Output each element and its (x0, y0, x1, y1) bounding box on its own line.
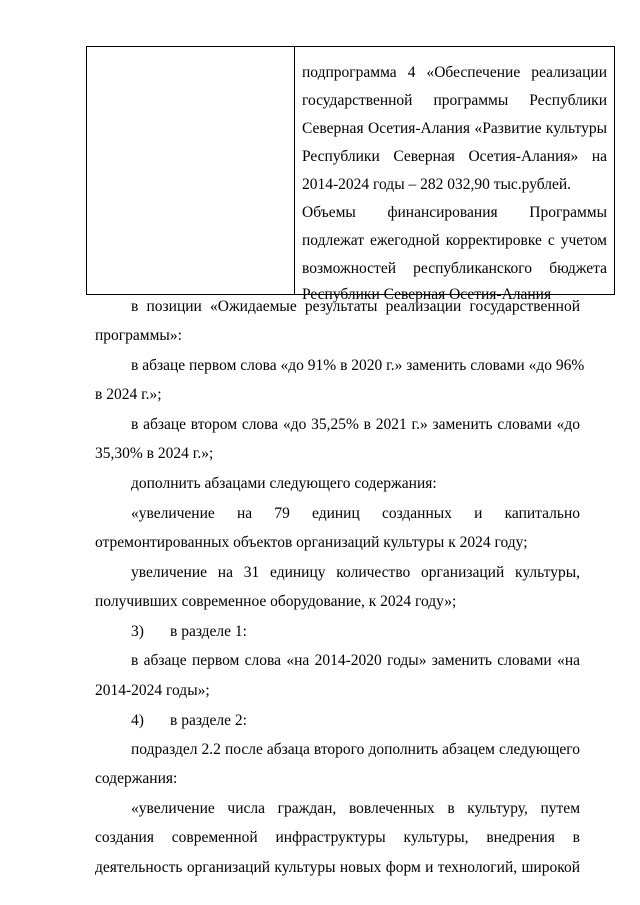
paragraph-line: получивших современное оборудование, к 2024 году»; (95, 593, 457, 610)
table-line: подпрограмма 4 «Обеспечение реализации (302, 64, 607, 81)
table-line: Республики Северная Осетия-Алания (302, 286, 552, 303)
paragraph-line: увеличение на 31 единицу количество организаций культуры, (131, 564, 580, 581)
paragraph-line: содержания: (95, 770, 178, 787)
paragraph-line: в позиции «Ожидаемые результаты реализации государственной (131, 298, 580, 315)
list-item-text: в разделе 1: (170, 623, 247, 640)
list-item-text: в разделе 2: (170, 712, 247, 729)
paragraph-line: 35,30% в 2024 г.»; (95, 445, 214, 462)
list-number: 4) (131, 712, 144, 729)
table-line: возможностей республиканского бюджета (302, 260, 607, 277)
table-line: 2014-2024 годы – 282 032,90 тыс.рублей. (302, 176, 572, 193)
table-line: государственной программы Республики (302, 92, 607, 109)
paragraph-line: «увеличение числа граждан, вовлеченных в культуру, путем (131, 800, 580, 817)
paragraph-line: в абзаце первом слова «на 2014-2020 годы» заменить словами «на (131, 652, 580, 669)
list-number: 3) (131, 623, 144, 640)
paragraph-line: дополнить абзацами следующего содержания: (131, 475, 437, 492)
paragraph-line: деятельность организаций культуры новых форм и технологий, широкой (95, 859, 580, 876)
table-line: Республики Северная Осетия-Алания» на (302, 148, 607, 165)
paragraph-line: в абзаце первом слова «до 91% в 2020 г.» заменить словами «до 96% (131, 357, 585, 374)
paragraph-line: в 2024 г.»; (95, 386, 162, 403)
program-table (86, 46, 615, 303)
table-right-cell (295, 47, 615, 303)
paragraph-line: 2014-2024 годы»; (95, 682, 210, 699)
table-line: подлежат ежегодной корректировке с учетом (302, 232, 607, 249)
paragraph-line: программы»: (95, 327, 182, 344)
table-line: Объемы финансирования Программы (302, 204, 607, 221)
paragraph-line: подраздел 2.2 после абзаца второго дополнить абзацем следующего (131, 741, 580, 758)
paragraph-line: в абзаце втором слова «до 35,25% в 2021 г.» заменить словами «до (131, 416, 580, 433)
paragraph-line: создания современной инфраструктуры культуры, внедрения в (95, 829, 580, 846)
table-left-cell (87, 47, 294, 294)
paragraph-line: отремонтированных объектов организаций культуры к 2024 году; (95, 534, 528, 551)
table-line: Северная Осетия-Алания «Развитие культуры (302, 120, 607, 137)
paragraph-line: «увеличение на 79 единиц созданных и капитально (131, 505, 580, 522)
